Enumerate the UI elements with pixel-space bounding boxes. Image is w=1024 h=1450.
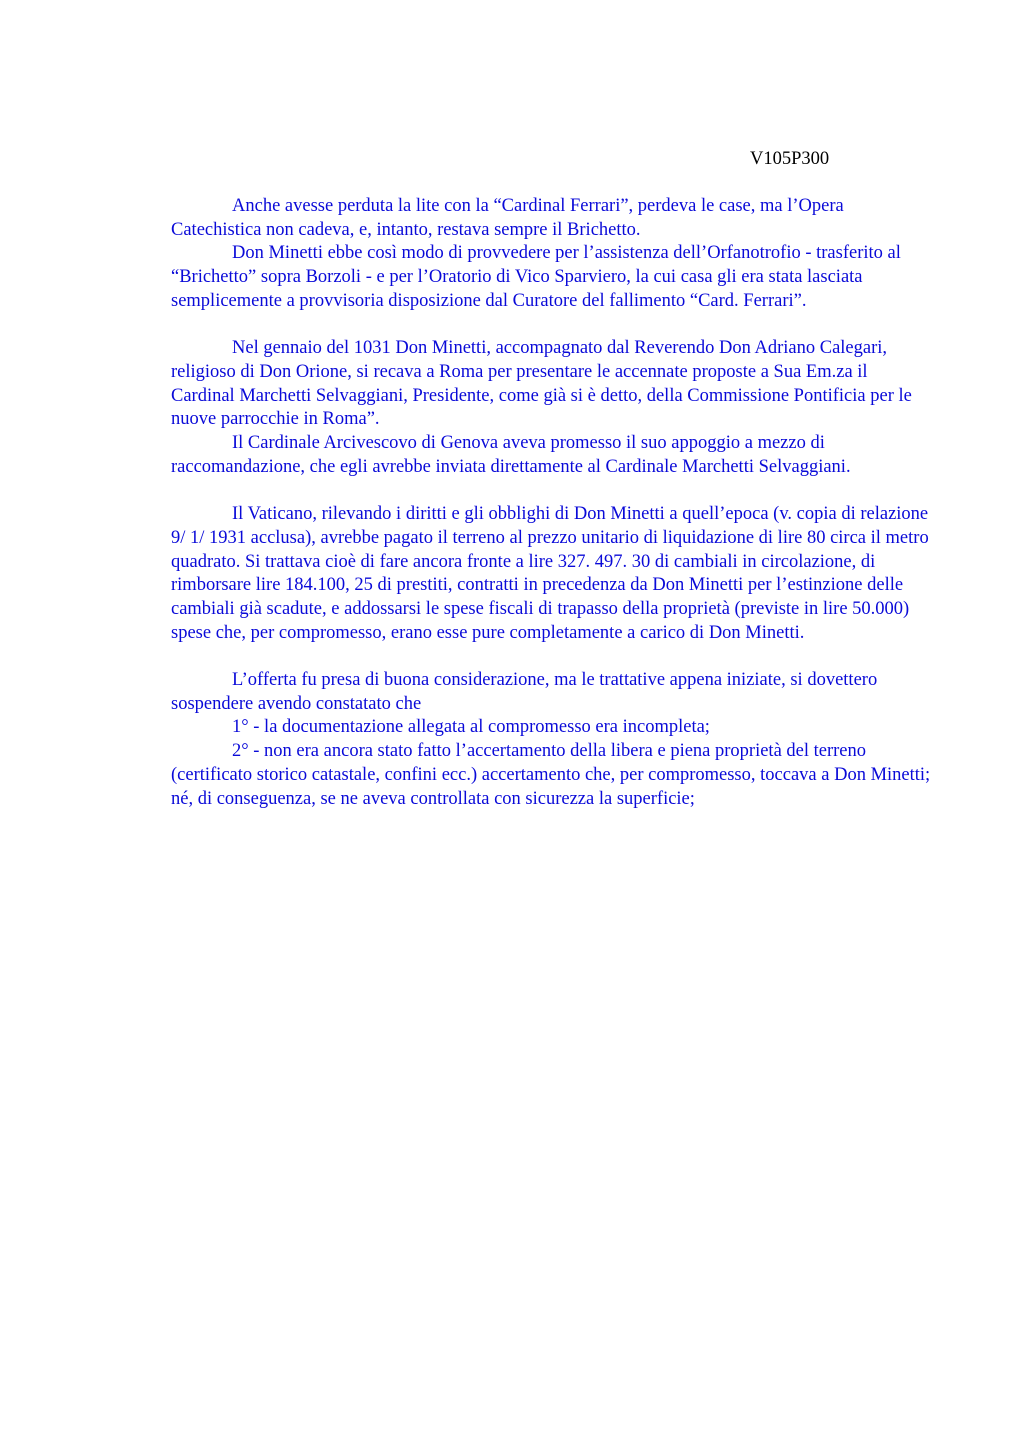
- paragraph-4: Il Cardinale Arcivescovo di Genova aveva promesso il suo appoggio a mezzo di raccomandazione, che egli avrebbe inviata direttamente al Cardinale Marchetti Selvaggiani.: [171, 433, 851, 477]
- page-identifier: V105P300: [750, 149, 830, 169]
- paragraph-5: Il Vaticano, rilevando i diritti e gli obblighi di Don Minetti a quell’epoca (v. copia di relazione 9/ 1/ 1931 acclusa), avrebbe pagato il terreno al prezzo unitario di liquidazione di lire 80 circa il metro quadrato. Si trattava cioè di fare ancora fronte a lire 327. 497. 30 di cambiali in circolazione, di rimborsare lire 184.100, 25 di prestiti, contratti in precedenza da Don Minetti per l’estinzione delle cambiali già scadute, e addossarsi le spese fiscali di trapasso della proprietà (previste in lire 50.000) spese che, per compromesso, erano esse pure completamente a carico di Don Minetti.: [171, 504, 929, 643]
- paragraph-gap: [171, 479, 933, 503]
- paragraph-3: Nel gennaio del 1031 Don Minetti, accompagnato dal Reverendo Don Adriano Calegari, religioso di Don Orione, si recava a Roma per presentare le accennate proposte a Sua Em.za il Cardinal Marchetti Selvaggiani, Presidente, come già si è detto, della Commissione Pontificia per le nuove parrocchie in Roma”.: [171, 338, 912, 430]
- list-item-1: 1° - la documentazione allegata al compromesso era incompleta;: [232, 717, 710, 738]
- paragraph-gap: [171, 645, 933, 669]
- paragraph-2: Don Minetti ebbe così modo di provvedere per l’assistenza dell’Orfanotrofio - trasferito al “Brichetto” sopra Borzoli - e per l’Oratorio di Vico Sparviero, la cui casa gli era stata lasciata semplicemente a provvisoria disposizione dal Curatore del fallimento “Card. Ferrari”.: [171, 243, 901, 311]
- document-body: [171, 195, 933, 811]
- paragraph-6: L’offerta fu presa di buona considerazione, ma le trattative appena iniziate, si dovettero sospendere avendo constatato che: [171, 670, 878, 714]
- paragraph-1: Anche avesse perduta la lite con la “Cardinal Ferrari”, perdeva le case, ma l’Opera Catechistica non cadeva, e, intanto, restava sempre il Brichetto.: [171, 196, 844, 240]
- paragraph-gap: [171, 314, 933, 338]
- list-item-2: 2° - non era ancora stato fatto l’accertamento della libera e piena proprietà del terreno (certificato storico catastale, confini ecc.) accertamento che, per compromesso, toccava a Don Minetti; né, di conseguenza, se ne aveva controllata con sicurezza la superficie;: [171, 741, 931, 809]
